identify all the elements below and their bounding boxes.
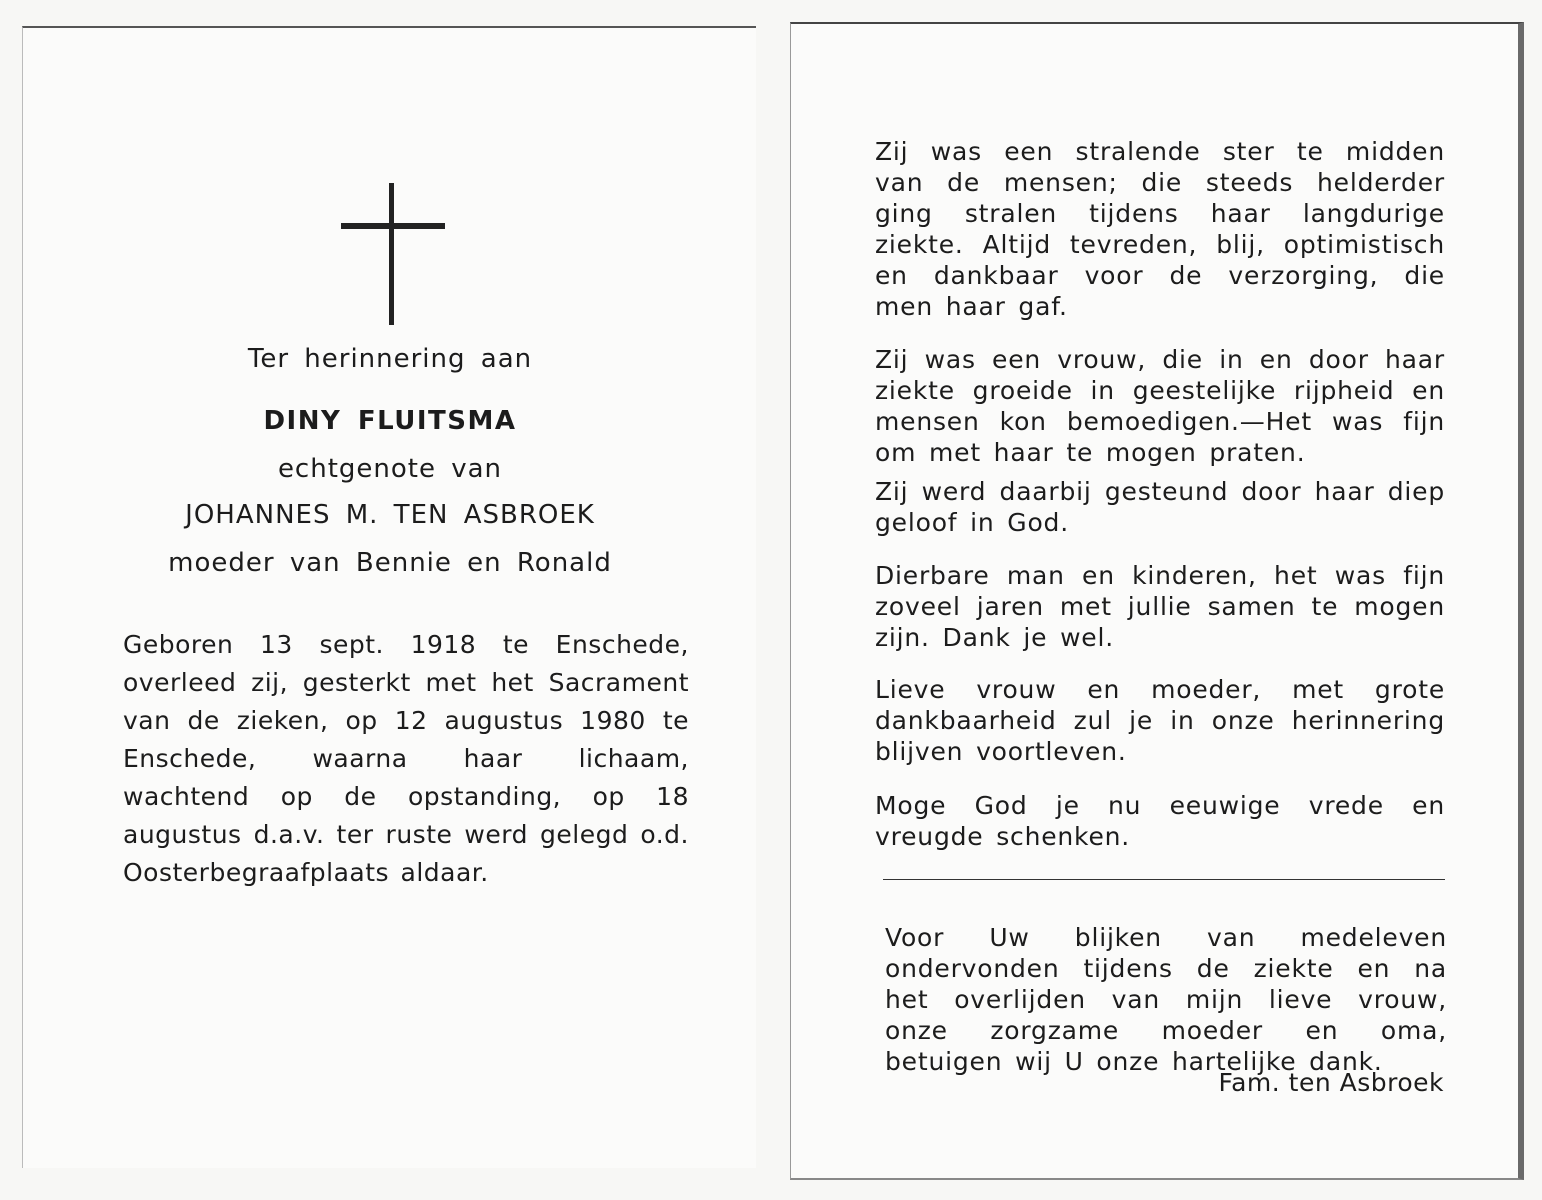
biography-text: Geboren 13 sept. 1918 te Enschede, overleed zij, gesterkt met het Sacrament van de zieken, op 12 augustus 1980 te Enschede, waarna haar lichaam, wachtend op de opstanding, op 18 augustus d.a.v. ter ruste werd gelegd o.d. Oosterbegraafplaats aldaar. [123, 630, 689, 887]
spouse-label: echtgenote van [277, 454, 503, 484]
paragraph-4: Dierbare man en kinderen, het was fijn zoveel jaren met jullie samen te mogen zijn. Dank je wel. [875, 561, 1445, 652]
children-line: moeder van Bennie en Ronald [168, 548, 612, 578]
paragraph-1: Zij was een stralende ster te midden van de mensen; die steeds helderder ging stralen tijdens haar langdurige ziekte. Altijd tevreden, blij, optimistisch en dankbaar voor de verzorging, die men haar gaf. [875, 137, 1445, 321]
signature: Fam. ten Asbroek [1218, 1068, 1444, 1097]
memorial-card-front [22, 26, 756, 1168]
deceased-name: DINY FLUITSMA [263, 406, 517, 436]
memorial-card-back [790, 22, 1524, 1180]
divider-line [883, 879, 1445, 880]
paragraph-5: Lieve vrouw en moeder, met grote dankbaarheid zul je in onze herinnering blijven voortleven. [875, 675, 1445, 766]
paragraph-2: Zij was een vrouw, die in en door haar ziekte groeide in geestelijke rijpheid en mensen kon bemoedigen.—Het was fijn om met haar te mogen praten. [875, 345, 1445, 467]
thanks-text: Voor Uw blijken van medeleven ondervonden tijdens de ziekte en na het overlijden van mijn lieve vrouw, onze zorgzame moeder en oma, betuigen wij U onze hartelijke dank. [885, 923, 1447, 1076]
spouse-name: JOHANNES M. TEN ASBROEK [185, 500, 595, 530]
cross-icon [341, 183, 445, 325]
paragraph-3: Zij werd daarbij gesteund door haar diep geloof in God. [875, 477, 1445, 537]
paragraph-6: Moge God je nu eeuwige vrede en vreugde schenken. [875, 791, 1445, 851]
intro-line: Ter herinnering aan [247, 344, 533, 374]
